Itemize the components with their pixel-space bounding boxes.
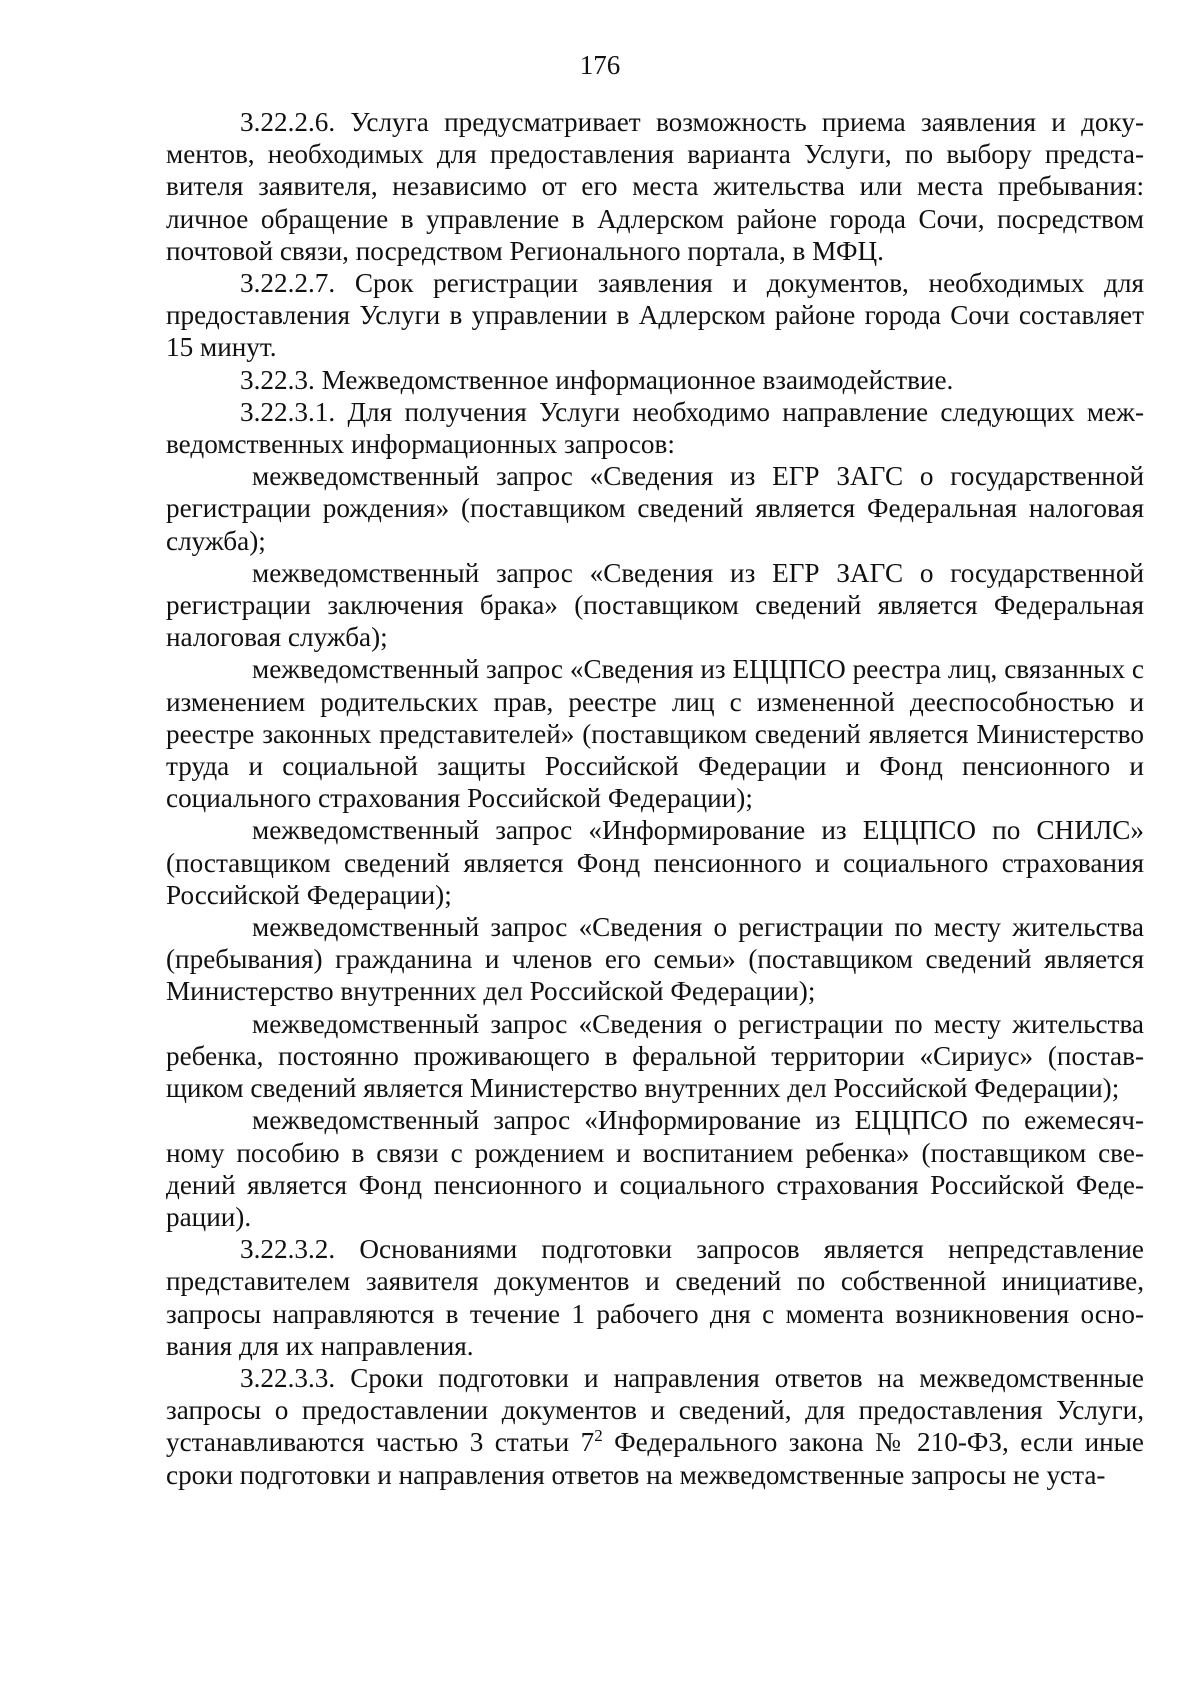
paragraph-3-22-3-3-part-2: Федерального закона № 210-ФЗ, если иные сроки подготовки и направления ответов на межведомственные запросы не уста-	[166, 1427, 1145, 1490]
superscript-2: 2	[594, 1426, 603, 1446]
query-residence-registration: межведомственный запрос «Сведения о регистрации по месту жительства (пребывания) гражданина и членов его семьи» (поставщиком сведений является Министерство внутренних дел Российской Федерации);	[166, 912, 1144, 1007]
paragraph-3-22-3-1: 3.22.3.1. Для получения Услуги необходимо направление следующих межведомственных информационных запросов:	[166, 396, 1144, 460]
paragraph-3-22-3-heading: 3.22.3. Межведомственное информационное взаимодействие.	[240, 364, 954, 395]
page-number: 176	[579, 50, 621, 80]
query-marriage-registration: межведомственный запрос «Сведения из ЕГР ЗАГС о государственной регистрации заключения брака» (поставщиком сведений является Федеральная налоговая служба);	[166, 557, 1144, 653]
query-parental-rights-registry: межведомственный запрос «Сведения из ЕЦЦПСО реестра лиц, связанных с изменением родительских прав, реестре лиц с измененной дееспособностью и реестре законных представителей» (поставщиком сведений является Министерство труда и социальной защиты Российской Федерации и Фонд пенсионного и социального страхования Российской Федерации);	[166, 654, 1144, 814]
query-monthly-allowance: межведомственный запрос «Информирование из ЕЦЦПСО по ежемесячному пособию в связи с рождением и воспитанием ребенка» (поставщиком сведений является Фонд пенсионного и социального страхования Российской Федерации).	[166, 1105, 1144, 1232]
paragraph-3-22-2-6: 3.22.2.6. Услуга предусматривает возможность приема заявления и документов, необходимых для предоставления варианта Услуги, по выбору представителя заявителя, независимо от его места жительства или места пребывания: личное обращение в управление в Адлерском районе города Сочи, посредством почтовой связи, посредством Регионального портала, в МФЦ.	[166, 107, 1144, 266]
paragraph-3-22-3-3	[166, 1362, 1144, 1491]
paragraph-3-22-3-2: 3.22.3.2. Основаниями подготовки запросов является непредставление представителем заявителя документов и сведений по собственной инициативе, запросы направляются в течение 1 рабочего дня с момента возникновения основания для их направления.	[166, 1234, 1144, 1361]
query-birth-registration: межведомственный запрос «Сведения из ЕГР ЗАГС о государственной регистрации рождения» (поставщиком сведений является Федеральная налоговая служба);	[166, 461, 1144, 556]
document-body	[166, 106, 1144, 1491]
query-child-residence-sirius: межведомственный запрос «Сведения о регистрации по месту жительства ребенка, постоянно проживающего в феральной территории «Сириус» (поставщиком сведений является Министерство внутренних дел Российской Федерации);	[166, 1008, 1144, 1104]
paragraph-3-22-2-7: 3.22.2.7. Срок регистрации заявления и документов, необходимых для предоставления Услуги в управлении в Адлерском районе города Сочи составляет 15 минут.	[166, 268, 1144, 363]
paragraph-3-22-3-3-part-1: 3.22.3.3. Сроки подготовки и направления ответов на межведомственные запросы о предоставлении документов и сведений, для предоставления Услуги, устанавливаются частью 3 статьи 7	[166, 1362, 1144, 1458]
query-snils: межведомственный запрос «Информирование из ЕЦЦПСО по СНИЛС» (поставщиком сведений является Фонд пенсионного и социального страхования Российской Федерации);	[166, 815, 1144, 910]
